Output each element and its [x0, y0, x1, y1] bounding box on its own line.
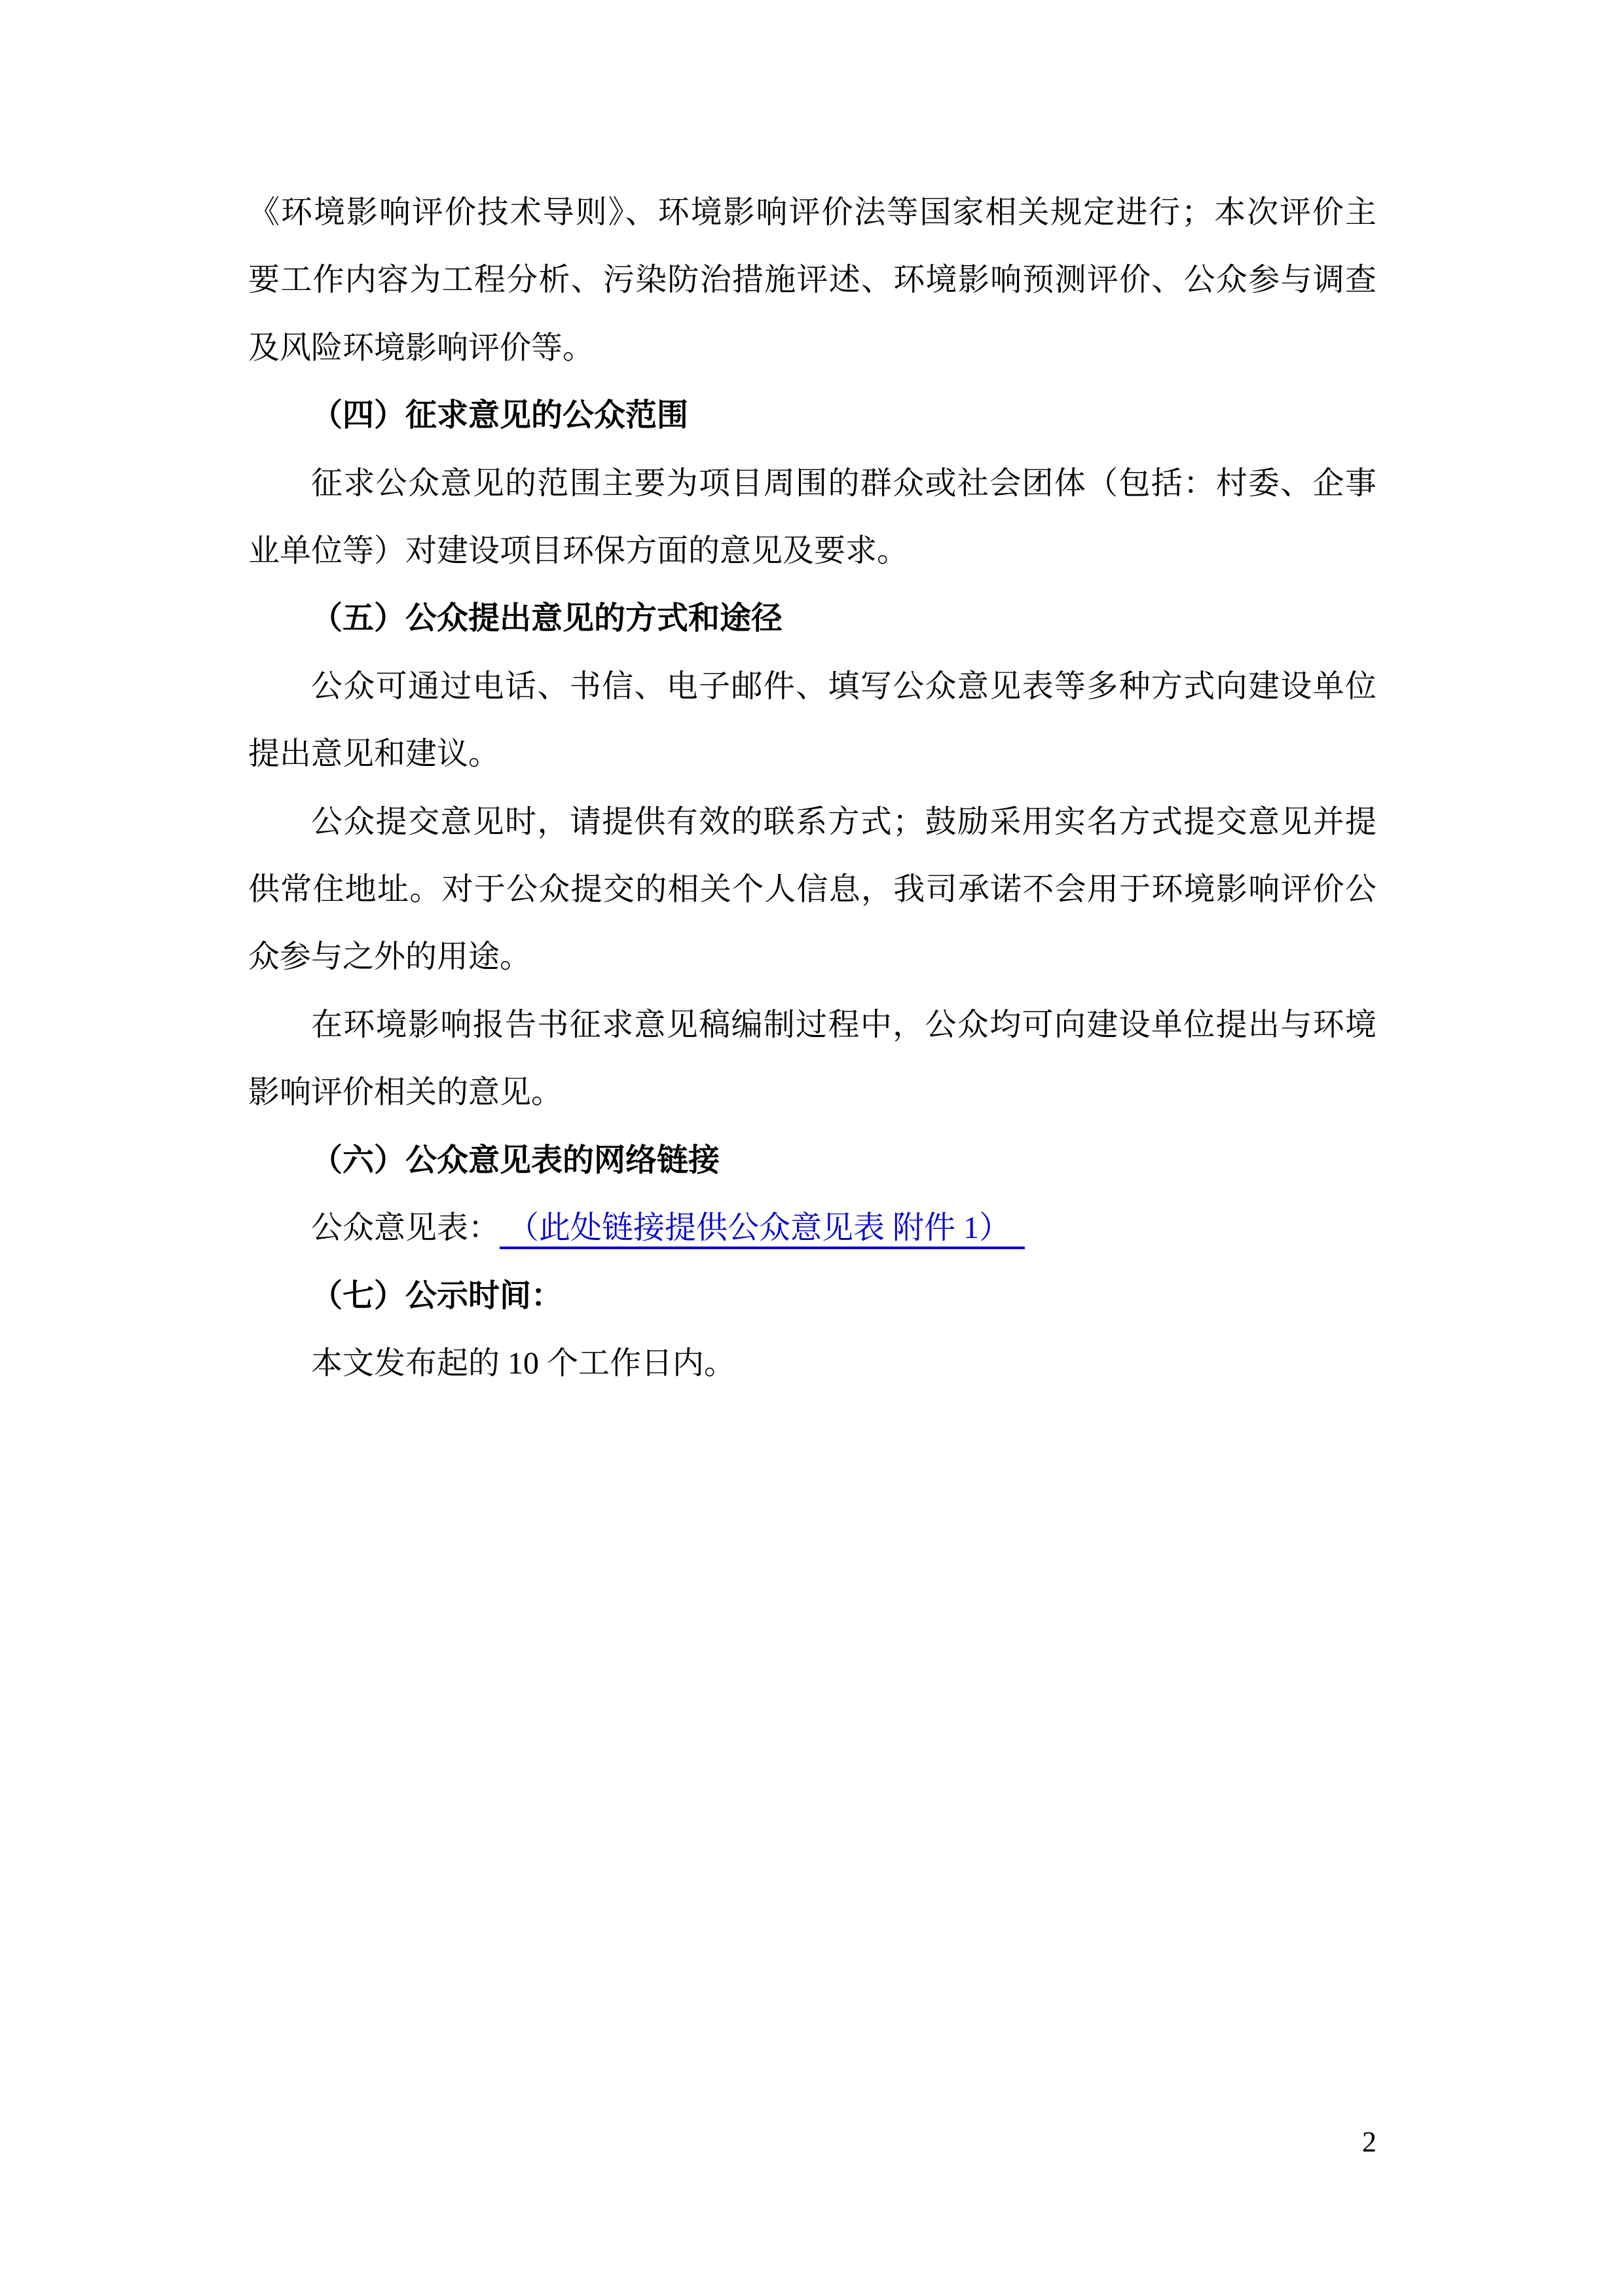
body-line: 在环境影响报告书征求意见稿编制过程中，公众均可向建设单位提出与环境 — [311, 1007, 1376, 1042]
public-comment-form-link[interactable]: （此处链接提供公众意见表 附件 1） — [500, 1211, 1025, 1249]
page-number: 2 — [1362, 2126, 1376, 2158]
body-line: 供常住地址。对于公众提交的相关个人信息，我司承诺不会用于环境影响评价公 — [248, 872, 1376, 907]
heading-section-4: （四）征求意见的公众范围 — [311, 398, 689, 433]
body-line: 要工作内容为工程分析、污染防治措施评述、环境影响预测评价、公众参与调查 — [248, 263, 1376, 298]
link-line — [248, 1194, 1376, 1262]
text-block — [248, 179, 1376, 1397]
heading-section-7: （七）公示时间： — [311, 1278, 563, 1313]
heading-section-5: （五）公众提出意见的方式和途径 — [311, 601, 783, 636]
body-line: 影响评价相关的意见。 — [248, 1075, 563, 1110]
body-line: 征求公众意见的范围主要为项目周围的群众或社会团体（包括：村委、企事 — [311, 465, 1376, 501]
body-line: 业单位等）对建设项目环保方面的意见及要求。 — [248, 534, 909, 569]
body-line: 《环境影响评价技术导则》、环境影响评价法等国家相关规定进行；本次评价主 — [248, 195, 1376, 230]
heading-section-6: （六）公众意见表的网络链接 — [311, 1142, 720, 1178]
body-line: 公众提交意见时，请提供有效的联系方式；鼓励采用实名方式提交意见并提 — [311, 804, 1376, 839]
body-line: 公众可通过电话、书信、电子邮件、填写公众意见表等多种方式向建设单位 — [311, 668, 1376, 704]
body-line: 提出意见和建议。 — [248, 737, 500, 772]
link-label: 公众意见表： — [311, 1211, 500, 1246]
body-line: 本文发布起的 10 个工作日内。 — [311, 1345, 736, 1381]
body-line: 及风险环境影响评价等。 — [248, 330, 595, 365]
body-line: 众参与之外的用途。 — [248, 939, 532, 975]
